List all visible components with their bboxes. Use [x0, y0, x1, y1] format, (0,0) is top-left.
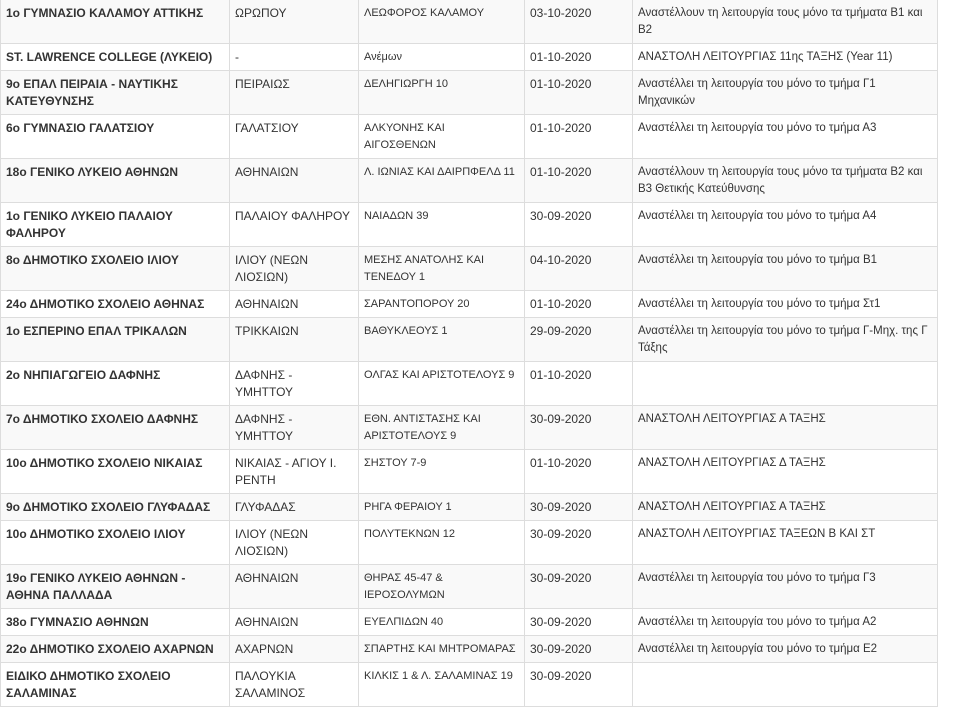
area-cell: ΤΡΙΚΚΑΙΩΝ	[230, 318, 359, 362]
table-row	[1, 44, 938, 71]
table-row	[1, 115, 938, 159]
note-cell: ΑΝΑΣΤΟΛΗ ΛΕΙΤΟΥΡΓΙΑΣ ΤΑΞΕΩΝ Β ΚΑΙ ΣΤ	[633, 521, 938, 565]
note-cell: Αναστέλλει τη λειτουργία του μόνο το τμήμα Γ-Μηχ. της Γ Τάξης	[633, 318, 938, 362]
date-cell: 30-09-2020	[525, 565, 633, 609]
address-cell: ΣΑΡΑΝΤΟΠΟΡΟΥ 20	[359, 291, 525, 318]
school-name-cell: 8ο ΔΗΜΟΤΙΚΟ ΣΧΟΛΕΙΟ ΙΛΙΟΥ	[1, 247, 230, 291]
school-name-cell: 38ο ΓΥΜΝΑΣΙΟ ΑΘΗΝΩΝ	[1, 609, 230, 636]
note-cell: ΑΝΑΣΤΟΛΗ ΛΕΙΤΟΥΡΓΙΑΣ Α ΤΑΞΗΣ	[633, 406, 938, 450]
area-cell: -	[230, 44, 359, 71]
address-cell: ΣΗΣΤΟΥ 7-9	[359, 450, 525, 494]
school-name-cell: 19ο ΓΕΝΙΚΟ ΛΥΚΕΙΟ ΑΘΗΝΩΝ - ΑΘΗΝΑ ΠΑΛΛΑΔΑ	[1, 565, 230, 609]
note-cell	[633, 663, 938, 707]
address-cell: ΠΟΛΥΤΕΚΝΩΝ 12	[359, 521, 525, 565]
school-name-cell: ST. LAWRENCE COLLEGE (ΛΥΚΕΙΟ)	[1, 44, 230, 71]
address-cell: ΘΗΡΑΣ 45-47 & ΙΕΡΟΣΟΛΥΜΩΝ	[359, 565, 525, 609]
table-row	[1, 291, 938, 318]
address-cell: ΕΥΕΛΠΙΔΩΝ 40	[359, 609, 525, 636]
address-cell: ΚΙΛΚΙΣ 1 & Λ. ΣΑΛΑΜΙΝΑΣ 19	[359, 663, 525, 707]
note-cell: Αναστέλλει τη λειτουργία του μόνο το τμήμα Α4	[633, 203, 938, 247]
area-cell: ΠΑΛΟΥΚΙΑ ΣΑΛΑΜΙΝΟΣ	[230, 663, 359, 707]
address-cell: ΝΑΙΑΔΩΝ 39	[359, 203, 525, 247]
date-cell: 01-10-2020	[525, 291, 633, 318]
note-cell: Αναστέλλει τη λειτουργία του μόνο το τμήμα Γ1 Μηχανικών	[633, 71, 938, 115]
note-cell: ΑΝΑΣΤΟΛΗ ΛΕΙΤΟΥΡΓΙΑΣ Δ ΤΑΞΗΣ	[633, 450, 938, 494]
date-cell: 30-09-2020	[525, 494, 633, 521]
address-cell: ΣΠΑΡΤΗΣ ΚΑΙ ΜΗΤΡΟΜΑΡΑΣ	[359, 636, 525, 663]
area-cell: ΓΑΛΑΤΣΙΟΥ	[230, 115, 359, 159]
school-name-cell: 9ο ΔΗΜΟΤΙΚΟ ΣΧΟΛΕΙΟ ΓΛΥΦΑΔΑΣ	[1, 494, 230, 521]
school-name-cell: 1ο ΓΕΝΙΚΟ ΛΥΚΕΙΟ ΠΑΛΑΙΟΥ ΦΑΛΗΡΟΥ	[1, 203, 230, 247]
area-cell: ΑΧΑΡΝΩΝ	[230, 636, 359, 663]
address-cell: ΕΘΝ. ΑΝΤΙΣΤΑΣΗΣ ΚΑΙ ΑΡΙΣΤΟΤΕΛΟΥΣ 9	[359, 406, 525, 450]
note-cell: Αναστέλλουν τη λειτουργία τους μόνο τα τμήματα Β1 και Β2	[633, 0, 938, 44]
date-cell: 30-09-2020	[525, 609, 633, 636]
table-row	[1, 494, 938, 521]
address-cell: ΔΕΛΗΓΙΩΡΓΗ 10	[359, 71, 525, 115]
note-cell: Αναστέλλει τη λειτουργία του μόνο το τμήμα Α2	[633, 609, 938, 636]
school-name-cell: 1ο ΕΣΠΕΡΙΝΟ ΕΠΑΛ ΤΡΙΚΑΛΩΝ	[1, 318, 230, 362]
area-cell: ΠΕΙΡΑΙΩΣ	[230, 71, 359, 115]
table-row	[1, 406, 938, 450]
school-name-cell: 10ο ΔΗΜΟΤΙΚΟ ΣΧΟΛΕΙΟ ΝΙΚΑΙΑΣ	[1, 450, 230, 494]
school-name-cell: 6ο ΓΥΜΝΑΣΙΟ ΓΑΛΑΤΣΙΟΥ	[1, 115, 230, 159]
address-cell: Ανέμων	[359, 44, 525, 71]
address-cell: ΒΑΘΥΚΛΕΟΥΣ 1	[359, 318, 525, 362]
date-cell: 01-10-2020	[525, 44, 633, 71]
school-name-cell: 10ο ΔΗΜΟΤΙΚΟ ΣΧΟΛΕΙΟ ΙΛΙΟΥ	[1, 521, 230, 565]
area-cell: ΝΙΚΑΙΑΣ - ΑΓΙΟΥ Ι. ΡΕΝΤΗ	[230, 450, 359, 494]
area-cell: ΩΡΩΠΟΥ	[230, 0, 359, 44]
note-cell: Αναστέλλει τη λειτουργία του μόνο το τμήμα Γ3	[633, 565, 938, 609]
school-name-cell: 7ο ΔΗΜΟΤΙΚΟ ΣΧΟΛΕΙΟ ΔΑΦΝΗΣ	[1, 406, 230, 450]
note-cell: Αναστέλλουν τη λειτουργία τους μόνο τα τμήματα Β2 και Β3 Θετικής Κατεύθυνσης	[633, 159, 938, 203]
area-cell: ΠΑΛΑΙΟΥ ΦΑΛΗΡΟΥ	[230, 203, 359, 247]
table-row	[1, 203, 938, 247]
table-row	[1, 663, 938, 707]
area-cell: ΙΛΙΟΥ (ΝΕΩΝ ΛΙΟΣΙΩΝ)	[230, 247, 359, 291]
note-cell: Αναστέλλει τη λειτουργία του μόνο το τμήμα Α3	[633, 115, 938, 159]
area-cell: ΙΛΙΟΥ (ΝΕΩΝ ΛΙΟΣΙΩΝ)	[230, 521, 359, 565]
date-cell: 01-10-2020	[525, 450, 633, 494]
area-cell: ΑΘΗΝΑΙΩΝ	[230, 291, 359, 318]
table-row	[1, 609, 938, 636]
address-cell: ΟΛΓΑΣ ΚΑΙ ΑΡΙΣΤΟΤΕΛΟΥΣ 9	[359, 362, 525, 406]
table-row	[1, 0, 938, 44]
table-row	[1, 636, 938, 663]
date-cell: 01-10-2020	[525, 362, 633, 406]
table-row	[1, 521, 938, 565]
area-cell: ΔΑΦΝΗΣ - ΥΜΗΤΤΟΥ	[230, 362, 359, 406]
date-cell: 01-10-2020	[525, 115, 633, 159]
date-cell: 30-09-2020	[525, 636, 633, 663]
date-cell: 03-10-2020	[525, 0, 633, 44]
school-name-cell: 1ο ΓΥΜΝΑΣΙΟ ΚΑΛΑΜΟΥ ΑΤΤΙΚΗΣ	[1, 0, 230, 44]
school-name-cell: 9ο ΕΠΑΛ ΠΕΙΡΑΙΑ - ΝΑΥΤΙΚΗΣ ΚΑΤΕΥΘΥΝΣΗΣ	[1, 71, 230, 115]
school-name-cell: ΕΙΔΙΚΟ ΔΗΜΟΤΙΚΟ ΣΧΟΛΕΙΟ ΣΑΛΑΜΙΝΑΣ	[1, 663, 230, 707]
area-cell: ΔΑΦΝΗΣ - ΥΜΗΤΤΟΥ	[230, 406, 359, 450]
note-cell	[633, 362, 938, 406]
table-body	[1, 0, 938, 707]
area-cell: ΑΘΗΝΑΙΩΝ	[230, 565, 359, 609]
area-cell: ΑΘΗΝΑΙΩΝ	[230, 609, 359, 636]
table-row	[1, 247, 938, 291]
date-cell: 30-09-2020	[525, 406, 633, 450]
table-row	[1, 565, 938, 609]
note-cell: Αναστέλλει τη λειτουργία του μόνο το τμήμα Στ1	[633, 291, 938, 318]
date-cell: 04-10-2020	[525, 247, 633, 291]
date-cell: 30-09-2020	[525, 663, 633, 707]
date-cell: 30-09-2020	[525, 203, 633, 247]
school-name-cell: 22ο ΔΗΜΟΤΙΚΟ ΣΧΟΛΕΙΟ ΑΧΑΡΝΩΝ	[1, 636, 230, 663]
date-cell: 01-10-2020	[525, 159, 633, 203]
address-cell: ΛΕΩΦΟΡΟΣ ΚΑΛΑΜΟΥ	[359, 0, 525, 44]
address-cell: ΡΗΓΑ ΦΕΡΑΙΟΥ 1	[359, 494, 525, 521]
address-cell: Λ. ΙΩΝΙΑΣ ΚΑΙ ΔΑΙΡΠΦΕΛΔ 11	[359, 159, 525, 203]
note-cell: Αναστέλλει τη λειτουργία του μόνο το τμήμα Β1	[633, 247, 938, 291]
address-cell: ΜΕΣΗΣ ΑΝΑΤΟΛΗΣ ΚΑΙ ΤΕΝΕΔΟΥ 1	[359, 247, 525, 291]
address-cell: ΑΛΚΥΟΝΗΣ ΚΑΙ ΑΙΓΟΣΘΕΝΩΝ	[359, 115, 525, 159]
table-row	[1, 159, 938, 203]
table-row	[1, 362, 938, 406]
table-row	[1, 318, 938, 362]
note-cell: Αναστέλλει τη λειτουργία του μόνο το τμήμα Ε2	[633, 636, 938, 663]
note-cell: ΑΝΑΣΤΟΛΗ ΛΕΙΤΟΥΡΓΙΑΣ Α ΤΑΞΗΣ	[633, 494, 938, 521]
area-cell: ΑΘΗΝΑΙΩΝ	[230, 159, 359, 203]
area-cell: ΓΛΥΦΑΔΑΣ	[230, 494, 359, 521]
table-row	[1, 71, 938, 115]
note-cell: ΑΝΑΣΤΟΛΗ ΛΕΙΤΟΥΡΓΙΑΣ 11ης ΤΑΞΗΣ (Year 11)	[633, 44, 938, 71]
table-row	[1, 450, 938, 494]
date-cell: 29-09-2020	[525, 318, 633, 362]
school-name-cell: 2ο ΝΗΠΙΑΓΩΓΕΙΟ ΔΑΦΝΗΣ	[1, 362, 230, 406]
date-cell: 30-09-2020	[525, 521, 633, 565]
date-cell: 01-10-2020	[525, 71, 633, 115]
school-name-cell: 24ο ΔΗΜΟΤΙΚΟ ΣΧΟΛΕΙΟ ΑΘΗΝΑΣ	[1, 291, 230, 318]
school-name-cell: 18ο ΓΕΝΙΚΟ ΛΥΚΕΙΟ ΑΘΗΝΩΝ	[1, 159, 230, 203]
